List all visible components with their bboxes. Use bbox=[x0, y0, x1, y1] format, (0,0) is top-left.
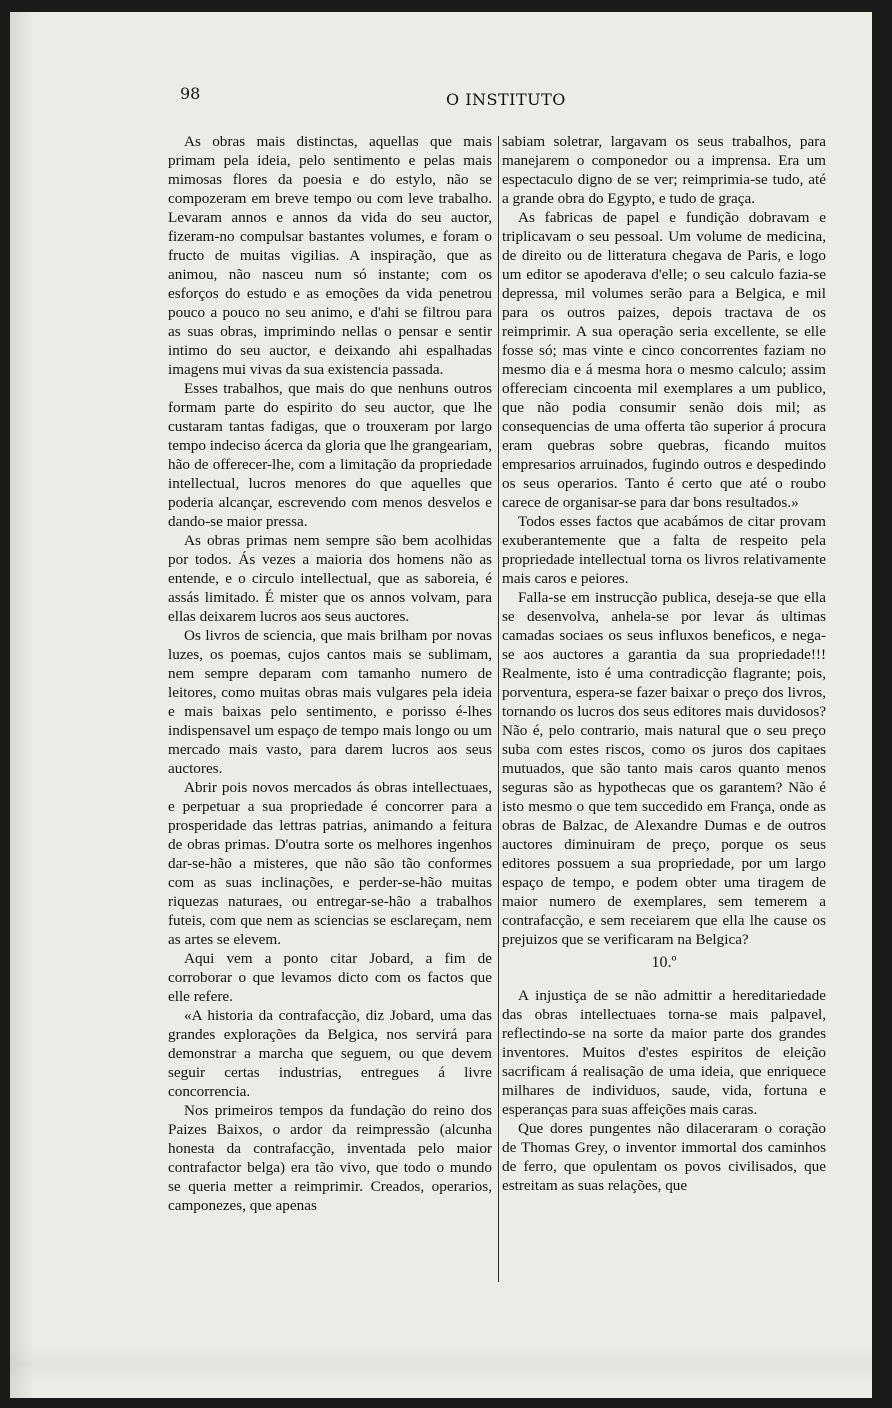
left-paragraph-4: Os livros de sciencia, que mais brilham por novas luzes, os poemas, cujos cantos mais se sublimam, nem sempre deparam com tamanho numero de leitores, como muitas obras mais vulgares pela ideia e mais baixas pelo sentimento, e porisso é-lhes indispensavel um espaço de tempo mais longo ou um mercado mais vasto, para darem lucros aos seus auctores. bbox=[168, 627, 492, 777]
page-crease bbox=[10, 1344, 872, 1384]
right-paragraph-2: Todos esses factos que acabámos de citar provam exuberantemente que a falta de respeito pela propriedade intellectual torna os livros relativamente mais caros e peiores. bbox=[502, 513, 826, 587]
page-sheet bbox=[10, 12, 872, 1398]
right-continuation: sabiam soletrar, largavam os seus trabalhos, para manejarem o componedor ou a imprensa. Era um espectaculo digno de se ver; reimprimia-se tudo, até a grande obra do Egypto, e tudo de graça. bbox=[502, 133, 826, 207]
left-paragraph-8: Nos primeiros tempos da fundação do reino dos Paizes Baixos, o ardor da reimpressão (alcunha honesta da contrafacção, inventada pelo maior contrafactor belga) era tão vivo, que todo o mundo se queria metter a reimprimir. Creados, operarios, camponezes, que apenas bbox=[168, 1102, 492, 1214]
left-paragraph-3: As obras primas nem sempre são bem acolhidas por todos. Ás vezes a maioria dos homens não as entende, e o circulo intellectual, que as saboreia, é assás limitado. É mister que os annos volvam, para ellas deixarem lucros aos seus auctores. bbox=[168, 532, 492, 625]
running-title: O INSTITUTO bbox=[446, 90, 566, 109]
left-paragraph-2: Esses trabalhos, que mais do que nenhuns outros formam parte do espirito do seu auctor, que lhe custaram tantas fadigas, que o trouxeram por largo tempo indeciso ácerca da gloria que lhe grangeariam, hão de offerecer-lhe, com a limitação da propriedade intellectual, lucros menores do que aquelles que poderia alcançar, escrevendo com menos desvelos e dando-se maior pressa. bbox=[168, 380, 492, 530]
right-paragraph-3: Falla-se em instrucção publica, deseja-se que ella se desenvolva, anhela-se por levar ás ultimas camadas sociaes os seus influxos beneficos, e nega-se aos auctores a garantia da sua propriedade!!! Realmente, isto é uma contradicção flagrante; pois, porventura, espera-se fazer baixar o preço dos livros, tornando os lucros dos seus editores mais duvidosos? Não é, pelo contrario, mais natural que o seu preço suba com estes riscos, como os juros dos capitaes mutuados, que são tanto mais caros quanto menos seguras são as hypothecas que os garantem? Não é isto mesmo o que tem succedido em França, onde as obras de Balzac, de Alexandre Dumas e de outros auctores diminuiram de preço, porque os seus editores possuem a sua propriedade, por um largo espaço de tempo, e podem obter uma tiragem de maior numero de exemplares, sem temerem a contrafacção, e sem receiarem que ella lhe cause os prejuizos que se verificaram na Belgica? bbox=[502, 589, 826, 948]
right-paragraph-1: As fabricas de papel e fundição dobravam e triplicavam o seu pessoal. Um volume de medicina, de direito ou de litteratura chegava de Paris, e logo um editor se apoderava d'elle; o seu calculo fazia-se depressa, mil volumes serão para a Belgica, e mil para os outros paizes, depois tractava de os reimprimir. A sua operação seria excellente, se elle fosse só; mas vinte e cinco concorrentes faziam no mesmo dia e á mesma hora o mesmo calculo; assim offereciam cincoenta mil exemplares a um publico, que não podia consumir senão dois mil; as consequencias de uma offerta tão superior á procura eram quebras sobre quebras, ficando muitos empresarios arruinados, fugindo outros e despedindo os seus operarios. Tanto é certo que até o roubo carece de organisar-se para dar bons resultados.» bbox=[502, 209, 826, 511]
left-paragraph-7: «A historia da contrafacção, diz Jobard, uma das grandes explorações da Belgica, nos servirá para demonstrar a marcha que seguem, ou que devem seguir certas industrias, entregues á livre concorrencia. bbox=[168, 1007, 492, 1100]
column-divider bbox=[498, 136, 499, 1282]
section-number: 10.º bbox=[651, 954, 677, 971]
left-paragraph-5: Abrir pois novos mercados ás obras intellectuaes, e perpetuar a sua propriedade é concorrer para a prosperidade das lettras patrias, animando a feitura de obras primas. D'outra sorte os melhores ingenhos dar-se-hão a misteres, que não são tão conformes com as suas inclinações, e perder-se-hão muitas riquezas naturaes, ou entregar-se-hão a trabalhos futeis, com que nem as sciencias se esclareçam, nem as artes se elevem. bbox=[168, 779, 492, 948]
right-paragraph-4: A injustiça de se não admittir a hereditariedade das obras intellectuaes torna-se mais palpavel, reflectindo-se na sorte da maior parte dos grandes inventores. Muitos d'estes espiritos de eleição sacrificam á realisação de uma ideia, que enriquece milhares de individuos, saude, vida, fortuna e esperanças para suas affeições mais caras. bbox=[502, 987, 826, 1118]
page-number: 98 bbox=[180, 84, 201, 103]
left-column bbox=[168, 132, 492, 1215]
page-header bbox=[170, 82, 730, 112]
left-paragraph-6: Aqui vem a ponto citar Jobard, a fim de corroborar o que levamos dicto com os factos que elle refere. bbox=[168, 950, 492, 1005]
left-paragraph-1: As obras mais distinctas, aquellas que mais primam pela ideia, pelo sentimento e pelas mais mimosas flores da poesia e do estylo, não se compozeram em breve tempo ou com leve trabalho. Levaram annos e annos da vida do seu auctor, fizeram-no compulsar bastantes volumes, e foram o fructo de muitas vigilias. A inspiração, que as animou, não nasceu num só instante; com os esforços do estudo e as emoções da vida penetrou pouco a pouco no seu animo, e d'ahi se filtrou para as suas obras, imprimindo nellas o pensar e sentir intimo do seu auctor, e deixando ahi espalhadas imagens mui vivas da sua existencia passada. bbox=[168, 133, 492, 378]
right-paragraph-5: Que dores pungentes não dilaceraram o coração de Thomas Grey, o inventor immortal dos caminhos de ferro, que opulentam os povos civilisados, que estreitam as suas relações, que bbox=[502, 1120, 826, 1194]
right-column bbox=[502, 132, 826, 1195]
page-edge-shadow bbox=[10, 12, 34, 1398]
